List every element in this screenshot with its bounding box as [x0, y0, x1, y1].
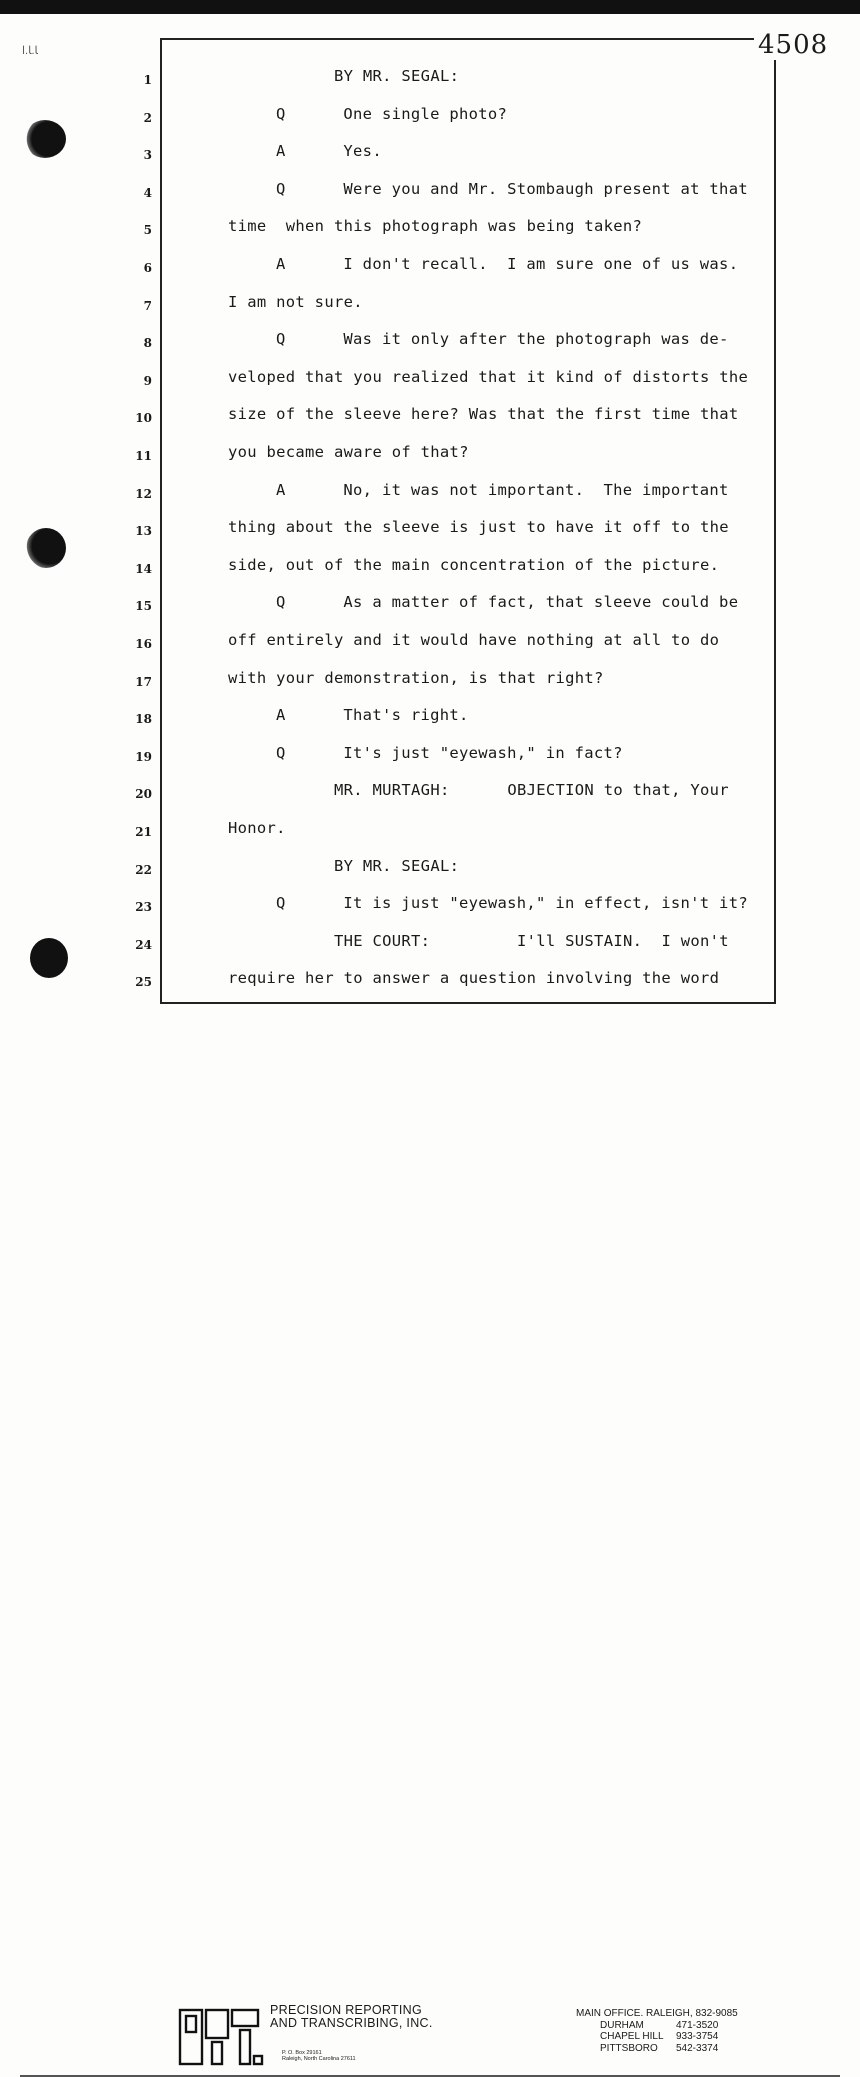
office-name: DURHAM — [600, 2019, 644, 2031]
transcript-line: size of the sleeve here? Was that the first time that — [228, 405, 739, 424]
line-number: 22 — [135, 862, 152, 877]
transcript-line: MR. MURTAGH: OBJECTION to that, Your — [334, 781, 729, 800]
punch-hole-middle — [26, 528, 66, 568]
office-row — [600, 2043, 756, 2055]
transcript-line: Q One single photo? — [276, 104, 508, 123]
top-border-gap — [0, 14, 860, 16]
transcript-line: thing about the sleeve is just to have it off to the — [228, 518, 729, 537]
page-footer — [0, 1000, 860, 2062]
line-number: 18 — [135, 712, 152, 727]
transcript-line: require her to answer a question involving the word — [228, 969, 720, 988]
line-number: 23 — [135, 900, 152, 915]
line-number: 10 — [135, 411, 152, 426]
line-number: 13 — [135, 524, 152, 539]
line-number: 4 — [143, 185, 152, 200]
margin-mark: ﺎ.ﺎ.ﺍ — [22, 45, 38, 57]
line-number: 20 — [135, 787, 152, 802]
line-number: 11 — [135, 449, 152, 463]
transcript-line: veloped that you realized that it kind of distorts the — [228, 367, 749, 386]
transcript-line: BY MR. SEGAL: — [334, 856, 460, 875]
line-number: 19 — [135, 749, 152, 764]
company-name-line1: PRECISION REPORTING — [270, 2003, 423, 2017]
office-name: CHAPEL HILL — [600, 2031, 664, 2042]
transcript-line: Q It's just "eyewash," in fact? — [276, 743, 623, 762]
po-box-line2: Raleigh, North Carolina 27611 — [282, 2056, 356, 2062]
transcript-line: A I don't recall. I am sure one of us was. — [276, 255, 739, 273]
transcript-line: BY MR. SEGAL: — [334, 67, 460, 85]
transcript-line: Q Were you and Mr. Stombaugh present at that — [276, 179, 748, 198]
transcript-line: Honor. — [228, 819, 286, 837]
company-logo — [178, 2006, 266, 2070]
line-number: 16 — [135, 637, 152, 651]
transcript-line: A Yes. — [276, 142, 382, 161]
office-list — [576, 2008, 756, 2054]
office-row — [600, 2020, 756, 2032]
line-number: 9 — [143, 373, 152, 388]
transcript-line: Q It is just "eyewash," in effect, isn't it? — [276, 894, 748, 913]
line-number: 8 — [143, 336, 152, 351]
transcript-line: side, out of the main concentration of the picture. — [228, 555, 720, 574]
line-number: 6 — [143, 261, 152, 275]
main-office: MAIN OFFICE. RALEIGH, 832-9085 — [576, 2008, 738, 2019]
line-number: 12 — [135, 486, 152, 501]
office-row — [600, 2031, 756, 2043]
punch-hole-top — [24, 120, 66, 158]
punch-hole-bottom — [30, 938, 68, 978]
office-phone: 471-3520 — [676, 2019, 719, 2031]
line-number: 25 — [135, 975, 152, 990]
line-number: 5 — [143, 223, 152, 238]
transcript-line: THE COURT: I'll SUSTAIN. I won't — [334, 931, 729, 950]
company-name-line2: AND TRANSCRIBING, INC. — [270, 2016, 433, 2030]
top-border — [0, 0, 860, 14]
po-box-line1: P. O. Box 29161 — [282, 2050, 322, 2056]
line-number: 1 — [143, 73, 152, 87]
company-name — [270, 2004, 433, 2030]
transcript-line: time when this photograph was being taken? — [228, 217, 643, 236]
transcript-line: A No, it was not important. The important — [276, 480, 729, 499]
transcript-line: off entirely and it would have nothing at all to do — [228, 631, 720, 649]
line-number: 3 — [143, 148, 152, 163]
office-phone: 542-3374 — [676, 2042, 719, 2054]
transcript-line: Q As a matter of fact, that sleeve could be — [276, 593, 739, 612]
line-number: 17 — [135, 674, 152, 689]
line-number: 7 — [143, 298, 152, 313]
line-number: 21 — [135, 825, 152, 839]
transcript-line: A That's right. — [276, 706, 469, 725]
office-name: PITTSBORO — [600, 2042, 658, 2054]
transcript-line: you became aware of that? — [228, 443, 469, 461]
line-number: 2 — [143, 110, 152, 125]
po-box-address — [282, 2050, 356, 2062]
line-number: 24 — [135, 937, 152, 952]
transcript-line: I am not sure. — [228, 292, 363, 311]
line-number: 14 — [135, 561, 152, 576]
page-number: 4508 — [754, 30, 842, 60]
line-number: 15 — [135, 599, 152, 614]
transcript-line: with your demonstration, is that right? — [228, 668, 604, 687]
office-phone: 933-3754 — [676, 2031, 719, 2042]
transcript-line: Q Was it only after the photograph was de- — [276, 330, 729, 349]
